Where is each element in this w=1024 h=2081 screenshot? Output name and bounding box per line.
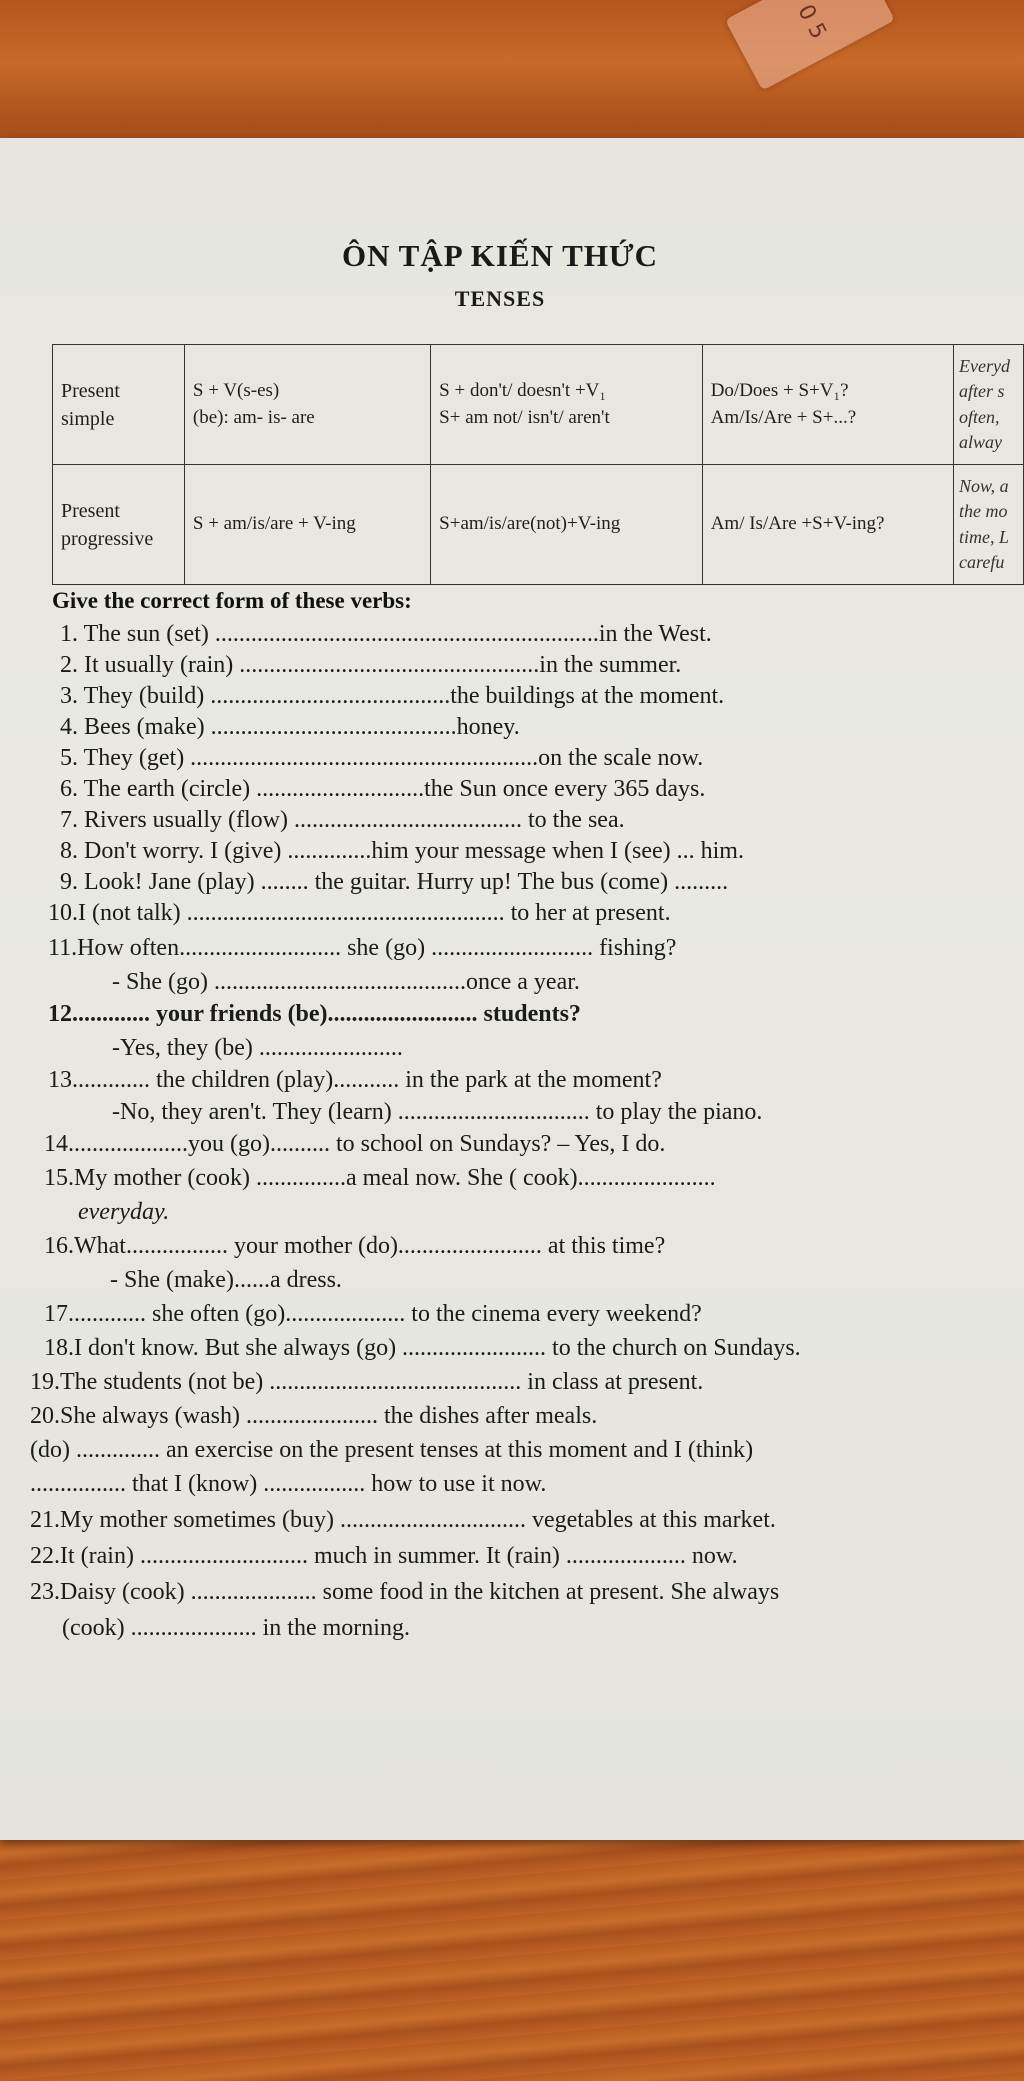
negative-form: S+am/is/are(not)+V-ing	[431, 465, 703, 585]
exercise-line: 20.She always (wash) ...................... the dishes after meals.	[30, 1403, 598, 1429]
exercise-line: 7. Rivers usually (flow) ...................................... to the sea.	[60, 807, 625, 833]
exercise-line: 22.It (rain) ............................ much in summer. It (rain) .................... now.	[30, 1543, 738, 1569]
exercise-line: -No, they aren't. They (learn) ................................ to play the piano.	[112, 1099, 763, 1125]
exercise-line: 9. Look! Jane (play) ........ the guitar. Hurry up! The bus (come) .........	[60, 869, 729, 895]
exercise-line: (do) .............. an exercise on the present tenses at this moment and I (think)	[30, 1437, 754, 1463]
page-subtitle: TENSES	[454, 286, 546, 311]
wooden-table-bottom	[0, 1840, 1024, 2081]
page-title: ÔN TẬP KIẾN THỨC	[341, 238, 658, 273]
exercise-line: 21.My mother sometimes (buy) ............................... vegetables at this market.	[30, 1507, 776, 1533]
negative-form: S + don't/ doesn't +V₁ S+ am not/ isn't/ aren't	[431, 345, 703, 465]
tense-name: Present progressive	[53, 465, 185, 585]
table-row-present-simple	[53, 345, 1024, 465]
exercise-line: 4. Bees (make) .........................................honey.	[60, 714, 520, 740]
affirmative-form: S + am/is/are + V-ing	[184, 465, 430, 585]
exercise-line: (cook) ..................... in the morning.	[62, 1615, 410, 1641]
tenses-table	[52, 344, 1024, 585]
exercise-line: 16.What................. your mother (do)........................ at this time?	[44, 1233, 666, 1259]
exercise-line: 23.Daisy (cook) ..................... some food in the kitchen at present. She always	[30, 1579, 780, 1605]
ruler-label: 0 5	[792, 0, 831, 44]
exercise-heading: Give the correct form of these verbs:	[52, 588, 412, 613]
signal-adverbs: Everyd after s often, alway	[954, 345, 1024, 465]
exercise-line: 10.I (not talk) ..................................................... to her at present.	[48, 900, 671, 926]
exercise-line: 6. The earth (circle) ............................the Sun once every 365 days.	[60, 776, 706, 802]
ruler	[725, 0, 895, 91]
exercise-line: 14....................you (go).......... to school on Sundays? – Yes, I do.	[44, 1131, 666, 1157]
exercise-line: 12............. your friends (be)......................... students?	[48, 1001, 581, 1027]
exercise-line: - She (make)......a dress.	[110, 1267, 342, 1293]
exercise-line: -Yes, they (be) ........................	[112, 1035, 403, 1061]
signal-adverbs: Now, a the mo time, L carefu	[954, 465, 1024, 585]
exercise-line: 19.The students (not be) .......................................... in class at present.	[30, 1369, 704, 1395]
exercise-line: ................ that I (know) ................. how to use it now.	[30, 1471, 547, 1497]
exercise-line: 8. Don't worry. I (give) ..............him your message when I (see) ... him.	[60, 838, 744, 864]
exercise-line: 1. The sun (set) ................................................................in the West.	[60, 621, 712, 647]
exercise-line: 13............. the children (play)........... in the park at the moment?	[48, 1067, 662, 1093]
exercise-line: 2. It usually (rain) ..................................................in the summer.	[60, 652, 682, 678]
question-form: Do/Does + S+V₁? Am/Is/Are + S+...?	[702, 345, 953, 465]
exercise-line: 15.My mother (cook) ...............a meal now. She ( cook).......................	[44, 1165, 716, 1191]
question-form: Am/ Is/Are +S+V-ing?	[702, 465, 953, 585]
exercise-line: 17............. she often (go).................... to the cinema every weekend?	[44, 1301, 702, 1327]
affirmative-form: S + V(s-es) (be): am- is- are	[184, 345, 430, 465]
exercise-line: 11.How often........................... she (go) ........................... fishing?	[48, 935, 677, 961]
exercise-line: 18.I don't know. But she always (go) ........................ to the church on Sundays.	[44, 1335, 801, 1361]
table-row-present-progressive	[53, 465, 1024, 585]
exercise-line: - She (go) ..........................................once a year.	[112, 969, 580, 995]
tense-name: Present simple	[53, 345, 185, 465]
exercise-line: everyday.	[78, 1199, 170, 1225]
exercise-line: 5. They (get) ..........................................................on the scale now.	[60, 745, 704, 771]
exercise-line: 3. They (build) ........................................the buildings at the moment.	[60, 683, 725, 709]
